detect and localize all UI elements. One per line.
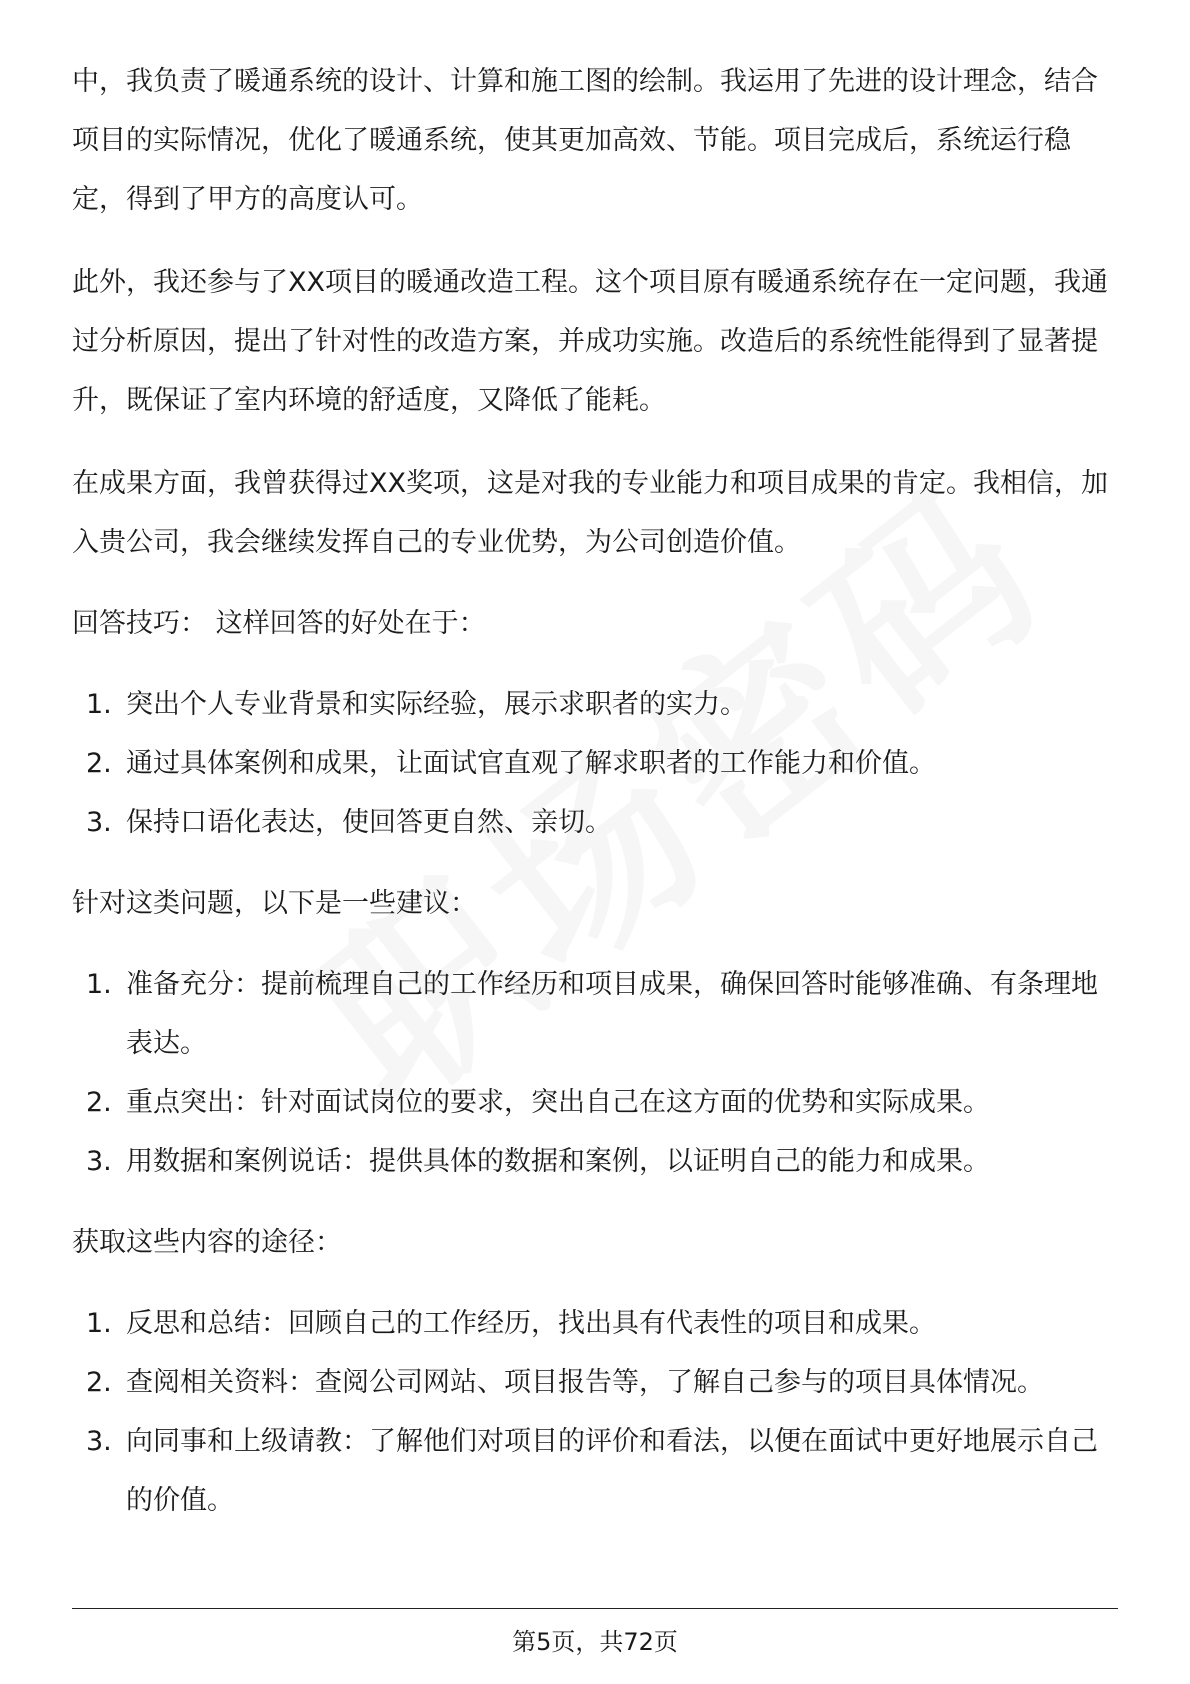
list-item — [72, 1412, 1122, 1530]
list-item-text: 重点突出：针对面试岗位的要求，突出自己在这方面的优势和实际成果。 — [126, 1087, 990, 1118]
tips-heading: 回答技巧： 这样回答的好处在于： — [72, 608, 486, 639]
list-item-text: 保持口语化表达，使回答更自然、亲切。 — [126, 807, 612, 838]
list-number: 3. — [86, 1426, 112, 1457]
list-item-text: 准备充分：提前梳理自己的工作经历和项目成果，确保回答时能够准确、有条理地表达。 — [126, 969, 1098, 1059]
page-number: 第5页，共72页 — [512, 1628, 678, 1656]
list-item — [72, 1073, 1122, 1132]
list-number: 3. — [86, 1146, 112, 1177]
paragraph-design-experience: 中，我负责了暖通系统的设计、计算和施工图的绘制。我运用了先进的设计理念，结合项目的实际情况，优化了暖通系统，使其更加高效、节能。项目完成后，系统运行稳定，得到了甲方的高度认可。 — [72, 66, 1098, 215]
list-number: 1. — [86, 969, 112, 1000]
paragraph-renovation-project: 此外，我还参与了XX项目的暖通改造工程。这个项目原有暖通系统存在一定问题，我通过分析原因，提出了针对性的改造方案，并成功实施。改造后的系统性能得到了显著提升，既保证了室内环境的舒适度，又降低了能耗。 — [72, 267, 1108, 416]
sources-list — [72, 1294, 1122, 1530]
list-item-text: 查阅相关资料：查阅公司网站、项目报告等，了解自己参与的项目具体情况。 — [126, 1367, 1044, 1398]
list-item — [72, 1294, 1122, 1353]
list-item — [72, 1132, 1122, 1191]
list-item — [72, 1353, 1122, 1412]
list-item-text: 反思和总结：回顾自己的工作经历，找出具有代表性的项目和成果。 — [126, 1308, 936, 1339]
list-number: 1. — [86, 689, 112, 720]
list-item — [72, 675, 1122, 734]
list-item — [72, 955, 1122, 1073]
list-item — [72, 734, 1122, 793]
footer-divider — [72, 1608, 1118, 1609]
list-item-text: 向同事和上级请教：了解他们对项目的评价和看法，以便在面试中更好地展示自己的价值。 — [126, 1426, 1098, 1516]
paragraph-achievements: 在成果方面，我曾获得过XX奖项，这是对我的专业能力和项目成果的肯定。我相信，加入贵公司，我会继续发挥自己的专业优势，为公司创造价值。 — [72, 468, 1108, 558]
tips-list — [72, 675, 1122, 852]
list-item — [72, 793, 1122, 852]
list-number: 2. — [86, 1087, 112, 1118]
list-item-text: 通过具体案例和成果，让面试官直观了解求职者的工作能力和价值。 — [126, 748, 936, 779]
list-number: 1. — [86, 1308, 112, 1339]
list-number: 2. — [86, 1367, 112, 1398]
list-item-text: 用数据和案例说话：提供具体的数据和案例，以证明自己的能力和成果。 — [126, 1146, 990, 1177]
sources-heading: 获取这些内容的途径： — [72, 1227, 342, 1258]
list-item-text: 突出个人专业背景和实际经验，展示求职者的实力。 — [126, 689, 747, 720]
list-number: 3. — [86, 807, 112, 838]
suggestions-heading: 针对这类问题，以下是一些建议： — [72, 888, 477, 919]
suggestions-list — [72, 955, 1122, 1191]
list-number: 2. — [86, 748, 112, 779]
document-body — [72, 52, 1122, 1552]
